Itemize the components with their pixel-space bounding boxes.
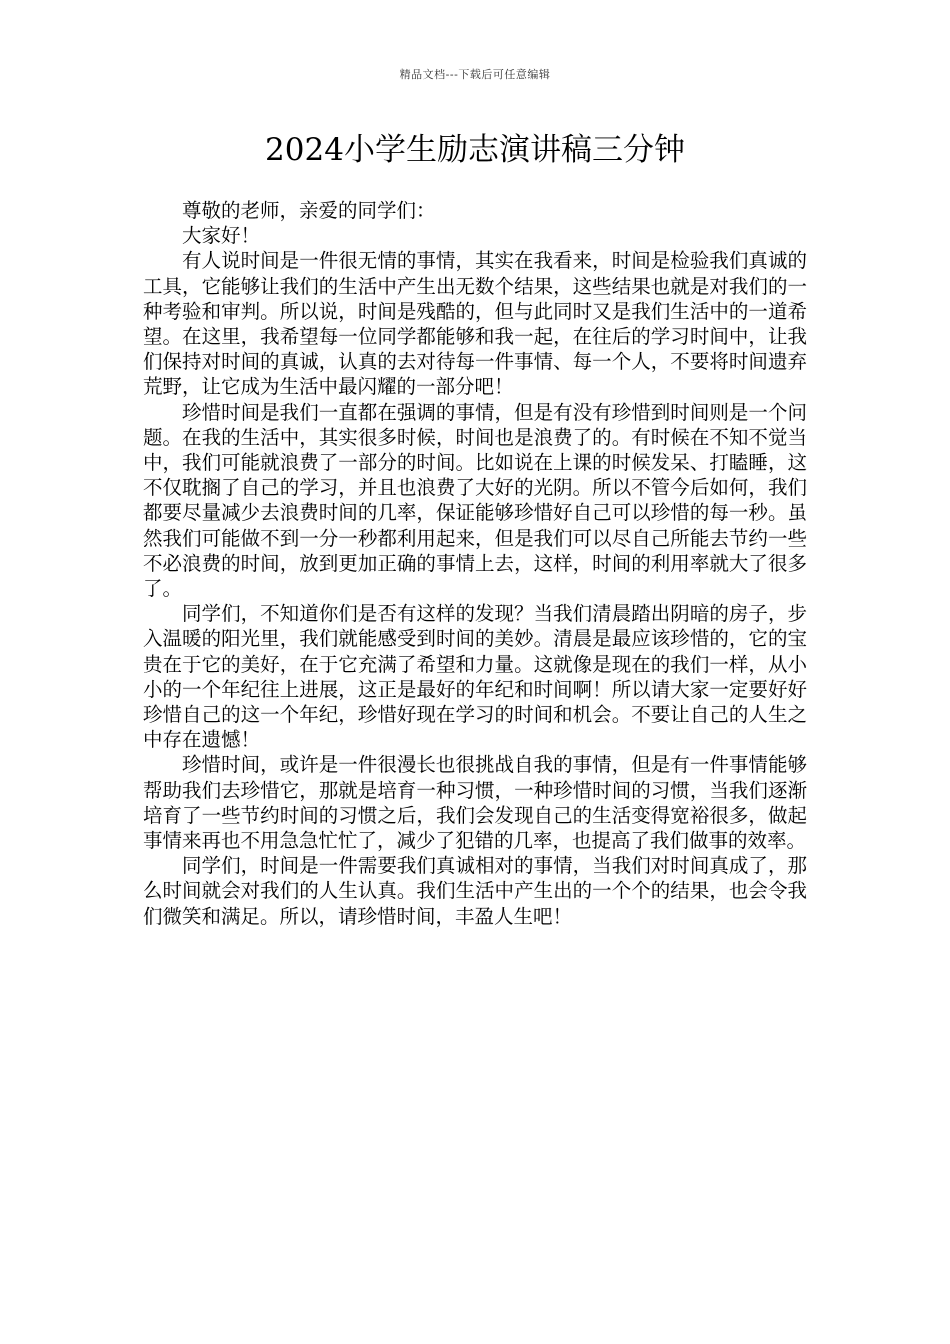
document-title: 2024小学生励志演讲稿三分钟 xyxy=(265,132,685,168)
paragraph-2: 珍惜时间是我们一直都在强调的事情，但是有没有珍惜到时间则是一个问题。在我的生活中，其实很多时候，时间也是浪费了的。有时候在不知不觉当中，我们可能就浪费了一部分的时间。比如说在上课的时候发呆、打瞌睡，这不仅耽搁了自己的学习，并且也浪费了大好的光阴。所以不管今后如何，我们都要尽量减少去浪费时间的几率，保证能够珍惜好自己可以珍惜的每一秒。虽然我们可能做不到一分一秒都利用起来，但是我们可以尽自己所能去节约一些不必浪费的时间，放到更加正确的事情上去，这样，时间的利用率就大了很多了。 xyxy=(143,400,807,601)
paragraph-4: 珍惜时间，或许是一件很漫长也很挑战自我的事情，但是有一件事情能够帮助我们去珍惜它，那就是培育一种习惯，一种珍惜时间的习惯，当我们逐渐培育了一些节约时间的习惯之后，我们会发现自己的生活变得宽裕很多，做起事情来再也不用急急忙忙了，减少了犯错的几率，也提高了我们做事的效率。 xyxy=(143,753,807,853)
paragraph-1: 有人说时间是一件很无情的事情，其实在我看来，时间是检验我们真诚的工具，它能够让我们的生活中产生出无数个结果，这些结果也就是对我们的一种考验和审判。所以说，时间是残酷的，但与此同时又是我们生活中的一道希望。在这里，我希望每一位同学都能够和我一起，在往后的学习时间中，让我们保持对时间的真诚，认真的去对待每一件事情、每一个人，不要将时间遗弃荒野，让它成为生活中最闪耀的一部分吧！ xyxy=(143,249,807,399)
header-note: 精品文档---下载后可任意编辑 xyxy=(399,68,551,81)
greeting: 大家好！ xyxy=(182,224,261,248)
salutation: 尊敬的老师，亲爱的同学们： xyxy=(182,199,436,222)
paragraph-3: 同学们，不知道你们是否有这样的发现？当我们清晨踏出阴暗的房子，步入温暖的阳光里，我们就能感受到时间的美妙。清晨是最应该珍惜的，它的宝贵在于它的美好，在于它充满了希望和力量。这就像是现在的我们一样，从小小的一个年纪往上进展，这正是最好的年纪和时间啊！所以请大家一定要好好珍惜自己的这一个年纪，珍惜好现在学习的时间和机会。不要让自己的人生之中存在遗憾！ xyxy=(143,602,807,752)
document-body xyxy=(143,198,807,929)
paragraph-5: 同学们，时间是一件需要我们真诚相对的事情，当我们对时间真成了，那么时间就会对我们的人生认真。我们生活中产生出的一个个的结果，也会令我们微笑和满足。所以，请珍惜时间，丰盈人生吧！ xyxy=(143,854,807,928)
